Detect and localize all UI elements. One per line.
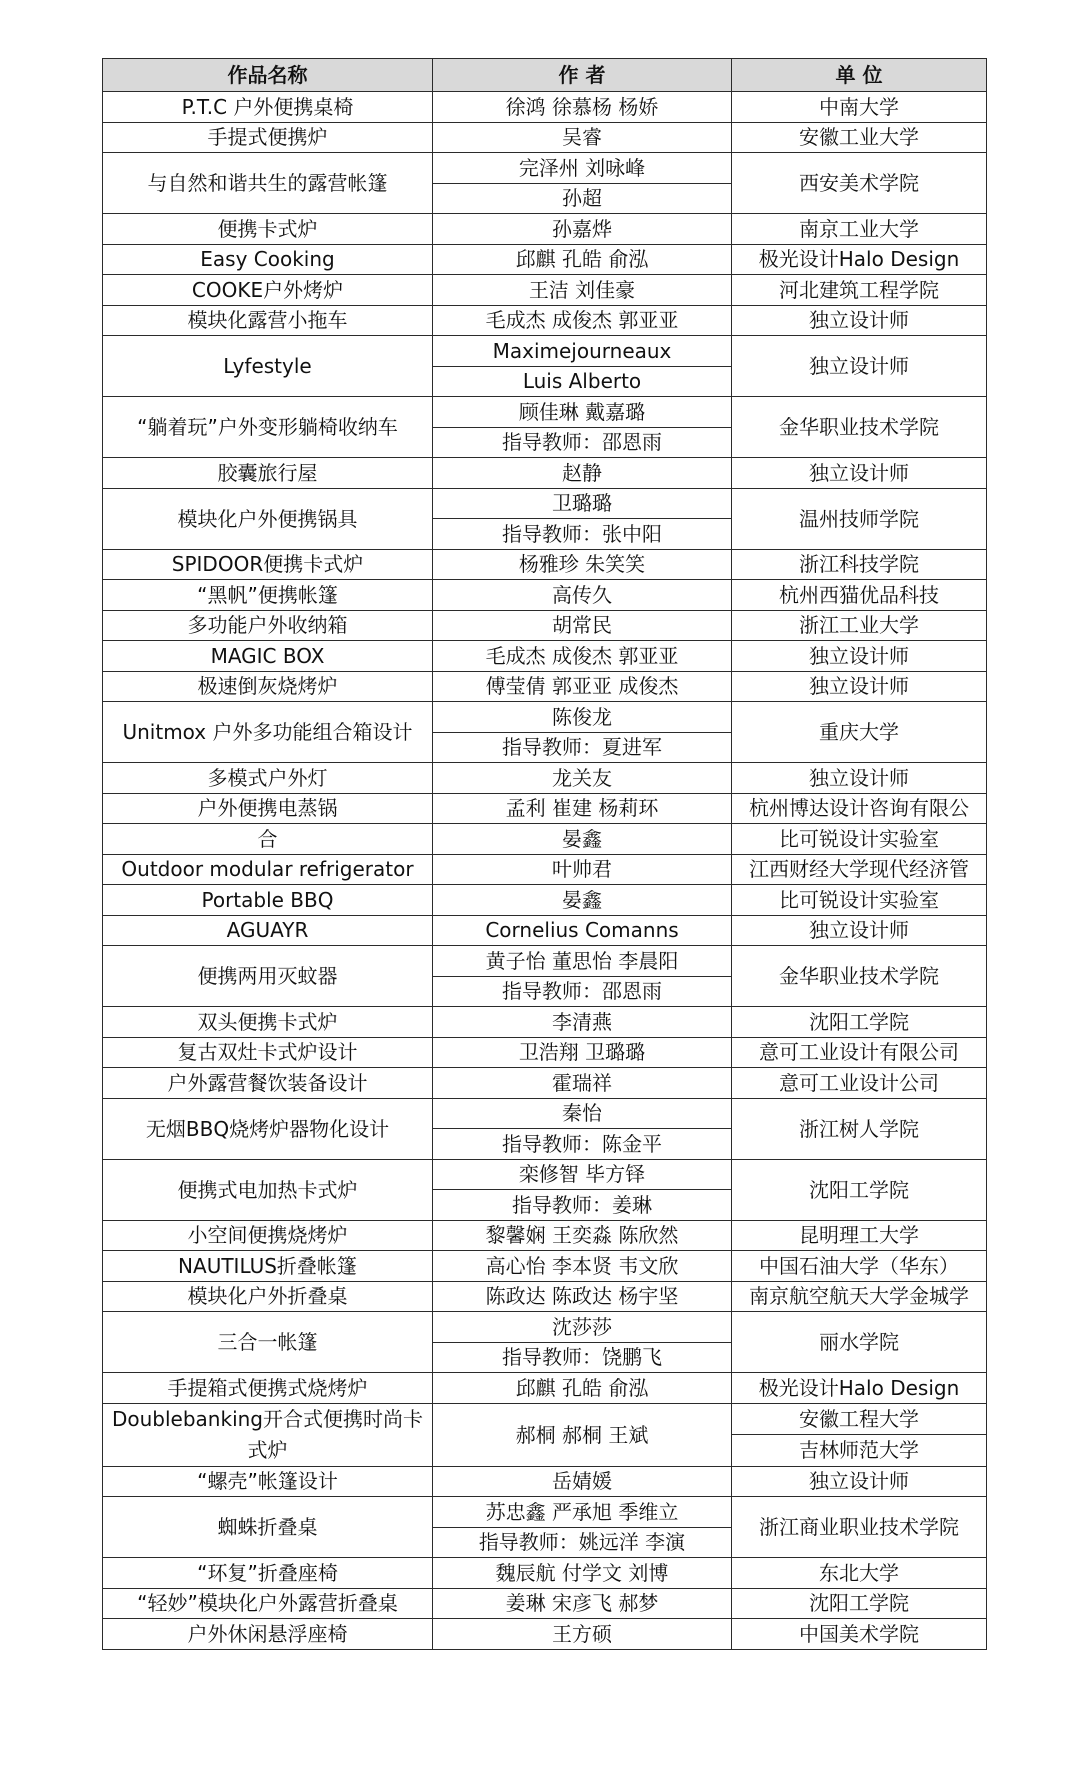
table-row — [103, 1466, 987, 1497]
work-name-cell: 小空间便携烧烤炉 — [103, 1220, 433, 1251]
work-name-cell: 无烟BBQ烧烤炉器物化设计 — [103, 1098, 433, 1159]
table-row — [103, 92, 987, 123]
work-name-cell: 户外便携电蒸锅 — [103, 793, 433, 824]
header-work-name: 作品名称 — [103, 59, 433, 92]
author-cell: 高传久 — [433, 580, 732, 611]
unit-cell: 中南大学 — [732, 92, 987, 123]
author-cell: 郝桐 郝桐 王斌 — [433, 1403, 732, 1466]
table-row — [103, 153, 987, 184]
author-cell: Maximejourneaux — [433, 336, 732, 367]
unit-cell: 独立设计师 — [732, 671, 987, 702]
author-cell: 高心怡 李本贤 韦文欣 — [433, 1251, 732, 1282]
unit-cell: 昆明理工大学 — [732, 1220, 987, 1251]
unit-cell: 比可锐设计实验室 — [732, 885, 987, 916]
unit-cell: 江西财经大学现代经济管 — [732, 854, 987, 885]
table-row — [103, 763, 987, 794]
unit-cell: 独立设计师 — [732, 915, 987, 946]
work-name-cell: NAUTILUS折叠帐篷 — [103, 1251, 433, 1282]
author-cell: 指导教师：姚远洋 李演 — [433, 1527, 732, 1558]
author-cell: 指导教师：姜琳 — [433, 1190, 732, 1221]
unit-cell: 安徽工程大学 — [732, 1403, 987, 1435]
work-name-cell: 极速倒灰烧烤炉 — [103, 671, 433, 702]
unit-cell: 沈阳工学院 — [732, 1007, 987, 1038]
author-cell: 傅莹倩 郭亚亚 成俊杰 — [433, 671, 732, 702]
work-name-cell: P.T.C 户外便携桌椅 — [103, 92, 433, 123]
author-cell: 卫浩翔 卫璐璐 — [433, 1037, 732, 1068]
author-cell: 孟利 崔建 杨莉环 — [433, 793, 732, 824]
author-cell: 完泽州 刘咏峰 — [433, 153, 732, 184]
author-cell: 李清燕 — [433, 1007, 732, 1038]
work-name-cell: 蜘蛛折叠桌 — [103, 1497, 433, 1558]
table-header-row — [103, 59, 987, 92]
unit-cell: 浙江树人学院 — [732, 1098, 987, 1159]
work-name-cell: 多模式户外灯 — [103, 763, 433, 794]
author-cell: 霍瑞祥 — [433, 1068, 732, 1099]
table-row — [103, 336, 987, 367]
work-name-cell: 便携卡式炉 — [103, 214, 433, 245]
unit-cell: 重庆大学 — [732, 702, 987, 763]
unit-cell: 沈阳工学院 — [732, 1159, 987, 1220]
table-row — [103, 1007, 987, 1038]
author-cell: Luis Alberto — [433, 366, 732, 397]
table-body — [103, 92, 987, 1650]
work-name-cell: Doublebanking开合式便携时尚卡式炉 — [103, 1403, 433, 1466]
table-row — [103, 1281, 987, 1312]
author-cell: 沈莎莎 — [433, 1312, 732, 1343]
work-name-cell: 双头便携卡式炉 — [103, 1007, 433, 1038]
author-cell: 指导教师：饶鹏飞 — [433, 1342, 732, 1373]
unit-cell: 中国石油大学（华东） — [732, 1251, 987, 1282]
author-cell: 晏鑫 — [433, 885, 732, 916]
table-row — [103, 610, 987, 641]
unit-cell: 杭州西猫优品科技 — [732, 580, 987, 611]
table-row — [103, 1619, 987, 1650]
unit-cell: 温州技师学院 — [732, 488, 987, 549]
unit-cell: 河北建筑工程学院 — [732, 275, 987, 306]
table-row — [103, 305, 987, 336]
work-name-cell: 户外露营餐饮装备设计 — [103, 1068, 433, 1099]
work-name-cell: “螺壳”帐篷设计 — [103, 1466, 433, 1497]
table-row — [103, 915, 987, 946]
unit-cell: 意可工业设计有限公司 — [732, 1037, 987, 1068]
author-cell: 魏辰航 付学文 刘博 — [433, 1558, 732, 1589]
table-row — [103, 549, 987, 580]
header-unit: 单 位 — [732, 59, 987, 92]
work-name-cell: 三合一帐篷 — [103, 1312, 433, 1373]
table-row — [103, 1312, 987, 1343]
work-name-cell: Unitmox 户外多功能组合箱设计 — [103, 702, 433, 763]
work-name-cell: Easy Cooking — [103, 244, 433, 275]
author-cell: 杨雅珍 朱笑笑 — [433, 549, 732, 580]
unit-cell: 安徽工业大学 — [732, 122, 987, 153]
works-table-container — [102, 58, 986, 1650]
table-row — [103, 214, 987, 245]
author-cell: 邱麒 孔皓 俞泓 — [433, 1373, 732, 1404]
author-cell: 毛成杰 成俊杰 郭亚亚 — [433, 641, 732, 672]
author-cell: Cornelius Comanns — [433, 915, 732, 946]
table-row — [103, 1403, 987, 1435]
work-name-cell: 与自然和谐共生的露营帐篷 — [103, 153, 433, 214]
table-row — [103, 854, 987, 885]
work-name-cell: 合 — [103, 824, 433, 855]
table-row — [103, 1037, 987, 1068]
unit-cell: 东北大学 — [732, 1558, 987, 1589]
work-name-cell: 模块化户外折叠桌 — [103, 1281, 433, 1312]
table-row — [103, 641, 987, 672]
unit-cell: 独立设计师 — [732, 641, 987, 672]
unit-cell: 南京工业大学 — [732, 214, 987, 245]
unit-cell: 浙江科技学院 — [732, 549, 987, 580]
work-name-cell: 便携两用灭蚊器 — [103, 946, 433, 1007]
table-row — [103, 244, 987, 275]
table-row — [103, 1251, 987, 1282]
work-name-cell: Outdoor modular refrigerator — [103, 854, 433, 885]
author-cell: 陈政达 陈政达 杨宇坚 — [433, 1281, 732, 1312]
table-row — [103, 702, 987, 733]
table-row — [103, 793, 987, 824]
table-row — [103, 275, 987, 306]
unit-cell: 独立设计师 — [732, 1466, 987, 1497]
work-name-cell: 便携式电加热卡式炉 — [103, 1159, 433, 1220]
author-cell: 王洁 刘佳豪 — [433, 275, 732, 306]
table-row — [103, 824, 987, 855]
unit-cell: 沈阳工学院 — [732, 1588, 987, 1619]
author-cell: 指导教师：张中阳 — [433, 519, 732, 550]
author-cell: 苏忠鑫 严承旭 季维立 — [433, 1497, 732, 1528]
work-name-cell: Lyfestyle — [103, 336, 433, 397]
table-row — [103, 1159, 987, 1190]
work-name-cell: AGUAYR — [103, 915, 433, 946]
work-name-cell: “躺着玩”户外变形躺椅收纳车 — [103, 397, 433, 458]
author-cell: 指导教师：邵恩雨 — [433, 427, 732, 458]
table-row — [103, 671, 987, 702]
author-cell: 陈俊龙 — [433, 702, 732, 733]
unit-cell: 中国美术学院 — [732, 1619, 987, 1650]
table-row — [103, 488, 987, 519]
author-cell: 徐鸿 徐慕杨 杨娇 — [433, 92, 732, 123]
table-row — [103, 1558, 987, 1589]
author-cell: 叶帅君 — [433, 854, 732, 885]
unit-cell: 独立设计师 — [732, 763, 987, 794]
author-cell: 吴睿 — [433, 122, 732, 153]
unit-cell: 独立设计师 — [732, 305, 987, 336]
author-cell: 指导教师：夏进军 — [433, 732, 732, 763]
unit-cell: 独立设计师 — [732, 458, 987, 489]
unit-cell: 独立设计师 — [732, 336, 987, 397]
table-row — [103, 458, 987, 489]
work-name-cell: COOKE户外烤炉 — [103, 275, 433, 306]
work-name-cell: 多功能户外收纳箱 — [103, 610, 433, 641]
author-cell: 指导教师：邵恩雨 — [433, 976, 732, 1007]
table-row — [103, 580, 987, 611]
author-cell: 秦怡 — [433, 1098, 732, 1129]
unit-cell: 杭州博达设计咨询有限公 — [732, 793, 987, 824]
work-name-cell: 胶囊旅行屋 — [103, 458, 433, 489]
table-row — [103, 122, 987, 153]
work-name-cell: Portable BBQ — [103, 885, 433, 916]
table-row — [103, 1220, 987, 1251]
unit-cell: 极光设计Halo Design — [732, 1373, 987, 1404]
author-cell: 栾修智 毕方铎 — [433, 1159, 732, 1190]
table-row — [103, 885, 987, 916]
unit-cell: 极光设计Halo Design — [732, 244, 987, 275]
author-cell: 邱麒 孔皓 俞泓 — [433, 244, 732, 275]
author-cell: 龙关友 — [433, 763, 732, 794]
author-cell: 卫璐璐 — [433, 488, 732, 519]
author-cell: 姜琳 宋彦飞 郝梦 — [433, 1588, 732, 1619]
unit-cell: 浙江商业职业技术学院 — [732, 1497, 987, 1558]
work-name-cell: 复古双灶卡式炉设计 — [103, 1037, 433, 1068]
unit-cell: 比可锐设计实验室 — [732, 824, 987, 855]
work-name-cell: 模块化露营小拖车 — [103, 305, 433, 336]
table-row — [103, 1098, 987, 1129]
author-cell: 顾佳琳 戴嘉璐 — [433, 397, 732, 428]
work-name-cell: “环复”折叠座椅 — [103, 1558, 433, 1589]
author-cell: 胡常民 — [433, 610, 732, 641]
unit-cell: 西安美术学院 — [732, 153, 987, 214]
author-cell: 晏鑫 — [433, 824, 732, 855]
table-row — [103, 1068, 987, 1099]
work-name-cell: 手提式便携炉 — [103, 122, 433, 153]
table-row — [103, 1497, 987, 1528]
work-name-cell: 手提箱式便携式烧烤炉 — [103, 1373, 433, 1404]
work-name-cell: MAGIC BOX — [103, 641, 433, 672]
work-name-cell: “轻妙”模块化户外露营折叠桌 — [103, 1588, 433, 1619]
unit-cell: 丽水学院 — [732, 1312, 987, 1373]
author-cell: 岳婧媛 — [433, 1466, 732, 1497]
author-cell: 孙嘉烨 — [433, 214, 732, 245]
works-table — [102, 58, 987, 1650]
author-cell: 毛成杰 成俊杰 郭亚亚 — [433, 305, 732, 336]
unit-cell: 金华职业技术学院 — [732, 397, 987, 458]
table-row — [103, 1588, 987, 1619]
unit-cell: 金华职业技术学院 — [732, 946, 987, 1007]
unit-cell: 浙江工业大学 — [732, 610, 987, 641]
author-cell: 孙超 — [433, 183, 732, 214]
work-name-cell: 模块化户外便携锅具 — [103, 488, 433, 549]
table-row — [103, 1373, 987, 1404]
author-cell: 黄子怡 董思怡 李晨阳 — [433, 946, 732, 977]
author-cell: 黎馨娴 王奕淼 陈欣然 — [433, 1220, 732, 1251]
work-name-cell: 户外休闲悬浮座椅 — [103, 1619, 433, 1650]
author-cell: 王方硕 — [433, 1619, 732, 1650]
table-row — [103, 397, 987, 428]
work-name-cell: SPIDOOR便携卡式炉 — [103, 549, 433, 580]
unit-cell: 吉林师范大学 — [732, 1435, 987, 1467]
unit-cell: 意可工业设计公司 — [732, 1068, 987, 1099]
author-cell: 指导教师：陈金平 — [433, 1129, 732, 1160]
table-row — [103, 946, 987, 977]
work-name-cell: “黑帆”便携帐篷 — [103, 580, 433, 611]
author-cell: 赵静 — [433, 458, 732, 489]
header-authors: 作 者 — [433, 59, 732, 92]
unit-cell: 南京航空航天大学金城学 — [732, 1281, 987, 1312]
